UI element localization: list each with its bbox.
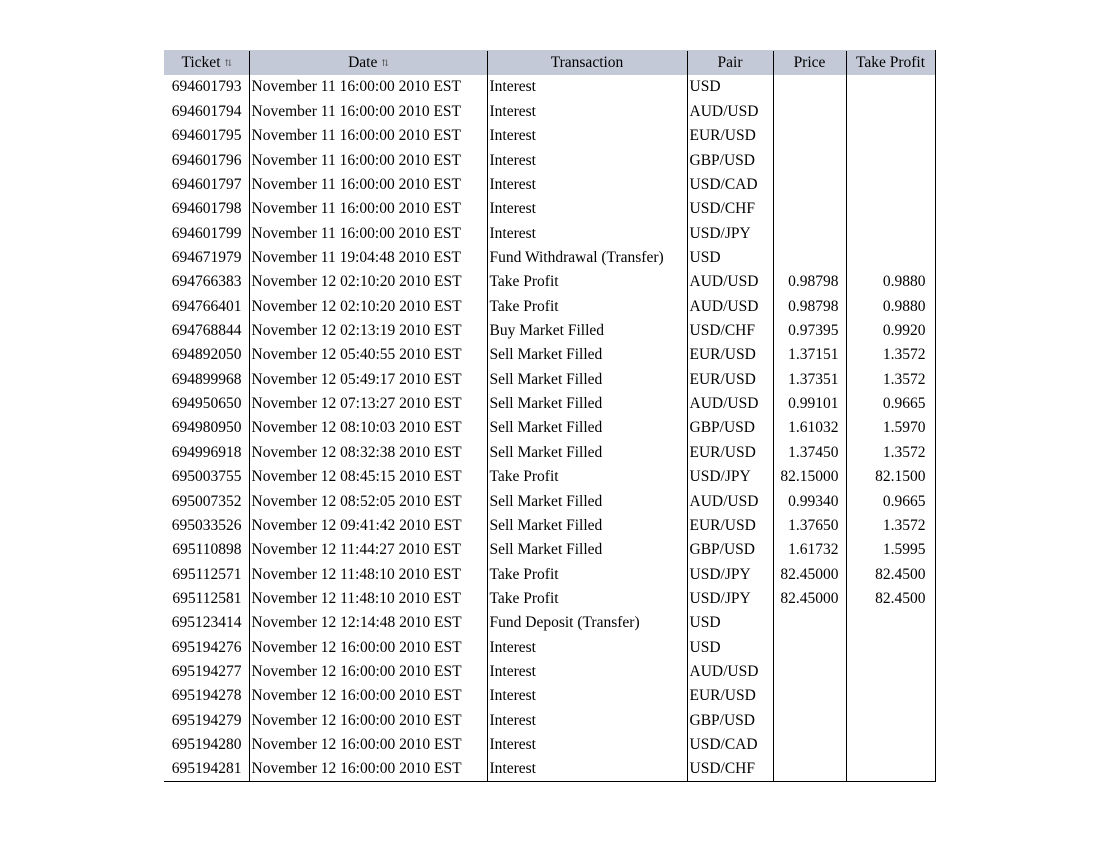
table-row: [164, 660, 935, 684]
ticket-cell: 694768844: [171, 322, 242, 340]
transaction-cell: Take Profit: [487, 465, 687, 489]
transaction-cell: Interest: [487, 635, 687, 659]
table-row: [164, 392, 935, 416]
take-profit-cell: 1.3572: [846, 513, 935, 537]
ticket-cell: 694601796: [171, 151, 242, 169]
date-cell: November 11 16:00:00 2010 EST: [249, 221, 487, 245]
ticket-cell: 694601794: [171, 102, 242, 120]
ticket-cell: 694766401: [171, 297, 242, 315]
ticket-cell: 694601793: [171, 78, 242, 96]
table-row: [164, 172, 935, 196]
date-cell: November 12 16:00:00 2010 EST: [249, 708, 487, 732]
take-profit-cell: [846, 221, 935, 245]
column-header-price: Price: [773, 51, 846, 76]
price-cell: [773, 246, 846, 270]
price-cell: [773, 757, 846, 782]
take-profit-cell: [846, 757, 935, 782]
price-cell: [773, 75, 846, 99]
table-row: [164, 270, 935, 294]
pair-cell: EUR/USD: [687, 440, 773, 464]
price-cell: 0.99101: [773, 392, 846, 416]
pair-cell: AUD/USD: [687, 489, 773, 513]
table-row: [164, 562, 935, 586]
table-row: [164, 221, 935, 245]
date-cell: November 11 16:00:00 2010 EST: [249, 124, 487, 148]
ticket-cell: 694996918: [171, 443, 242, 461]
pair-cell: GBP/USD: [687, 538, 773, 562]
date-cell: November 12 16:00:00 2010 EST: [249, 635, 487, 659]
pair-cell: GBP/USD: [687, 708, 773, 732]
table-row: [164, 440, 935, 464]
price-cell: [773, 708, 846, 732]
price-cell: 1.37650: [773, 513, 846, 537]
price-cell: [773, 221, 846, 245]
take-profit-cell: 82.1500: [846, 465, 935, 489]
transaction-cell: Interest: [487, 99, 687, 123]
transaction-cell: Sell Market Filled: [487, 392, 687, 416]
price-cell: [773, 684, 846, 708]
pair-cell: GBP/USD: [687, 148, 773, 172]
price-cell: [773, 197, 846, 221]
transaction-cell: Sell Market Filled: [487, 416, 687, 440]
transactions-table: [164, 50, 936, 782]
take-profit-cell: [846, 708, 935, 732]
table-row: [164, 733, 935, 757]
table-row: [164, 708, 935, 732]
pair-cell: GBP/USD: [687, 416, 773, 440]
date-cell: November 12 08:10:03 2010 EST: [249, 416, 487, 440]
table-row: [164, 319, 935, 343]
take-profit-cell: 82.4500: [846, 562, 935, 586]
table-row: [164, 343, 935, 367]
transaction-cell: Sell Market Filled: [487, 513, 687, 537]
transaction-cell: Interest: [487, 684, 687, 708]
take-profit-cell: 1.5995: [846, 538, 935, 562]
ticket-cell: 695112571: [172, 565, 242, 583]
date-cell: November 12 16:00:00 2010 EST: [249, 684, 487, 708]
table-row: [164, 124, 935, 148]
take-profit-cell: 1.3572: [846, 440, 935, 464]
ticket-cell: 695003755: [171, 468, 242, 486]
transaction-cell: Fund Withdrawal (Transfer): [487, 246, 687, 270]
date-cell: November 12 02:10:20 2010 EST: [249, 270, 487, 294]
pair-cell: USD/CAD: [687, 172, 773, 196]
transaction-cell: Interest: [487, 221, 687, 245]
take-profit-cell: [846, 246, 935, 270]
table-row: [164, 513, 935, 537]
date-cell: November 12 08:52:05 2010 EST: [249, 489, 487, 513]
transaction-cell: Take Profit: [487, 587, 687, 611]
price-cell: [773, 124, 846, 148]
take-profit-cell: 1.5970: [846, 416, 935, 440]
transaction-cell: Interest: [487, 124, 687, 148]
header-row: [164, 51, 935, 76]
transaction-cell: Take Profit: [487, 294, 687, 318]
take-profit-cell: 0.9880: [846, 270, 935, 294]
table-row: [164, 611, 935, 635]
ticket-cell: 694899968: [171, 370, 242, 388]
ticket-cell: 694601797: [171, 175, 242, 193]
price-cell: [773, 635, 846, 659]
take-profit-cell: 1.3572: [846, 367, 935, 391]
transaction-cell: Interest: [487, 708, 687, 732]
column-header-take-profit: Take Profit: [846, 51, 935, 76]
ticket-cell: 695007352: [171, 492, 242, 510]
take-profit-cell: 1.3572: [846, 343, 935, 367]
date-cell: November 12 16:00:00 2010 EST: [249, 733, 487, 757]
ticket-cell: 694601798: [171, 200, 242, 218]
take-profit-cell: [846, 148, 935, 172]
take-profit-cell: [846, 635, 935, 659]
ticket-cell: 695194276: [171, 638, 242, 656]
table-row: [164, 538, 935, 562]
ticket-cell: 695194278: [171, 687, 242, 705]
ticket-cell: 694980950: [171, 419, 242, 437]
pair-cell: USD/JPY: [687, 221, 773, 245]
table-row: [164, 416, 935, 440]
table-row: [164, 465, 935, 489]
price-cell: 1.61732: [773, 538, 846, 562]
ticket-cell: 695033526: [171, 516, 242, 534]
ticket-cell: 695194277: [171, 663, 242, 681]
price-cell: 0.99340: [773, 489, 846, 513]
take-profit-cell: 82.4500: [846, 587, 935, 611]
date-cell: November 12 05:49:17 2010 EST: [249, 367, 487, 391]
pair-cell: USD: [687, 246, 773, 270]
date-cell: November 11 16:00:00 2010 EST: [249, 75, 487, 99]
transaction-cell: Sell Market Filled: [487, 367, 687, 391]
date-cell: November 12 16:00:00 2010 EST: [249, 757, 487, 782]
ticket-cell: 695110898: [172, 541, 242, 559]
table-row: [164, 489, 935, 513]
pair-cell: AUD/USD: [687, 99, 773, 123]
pair-cell: USD/CHF: [687, 757, 773, 782]
take-profit-cell: [846, 99, 935, 123]
pair-cell: USD/JPY: [687, 465, 773, 489]
transaction-cell: Interest: [487, 197, 687, 221]
price-cell: [773, 99, 846, 123]
transaction-cell: Take Profit: [487, 270, 687, 294]
pair-cell: EUR/USD: [687, 684, 773, 708]
date-cell: November 12 02:10:20 2010 EST: [249, 294, 487, 318]
table-row: [164, 148, 935, 172]
date-cell: November 11 16:00:00 2010 EST: [249, 172, 487, 196]
column-header-label: Ticket: [181, 54, 221, 71]
ticket-cell: 694671979: [171, 248, 242, 266]
date-cell: November 12 11:48:10 2010 EST: [249, 587, 487, 611]
date-cell: November 12 05:40:55 2010 EST: [249, 343, 487, 367]
price-cell: 82.45000: [773, 562, 846, 586]
take-profit-cell: 0.9920: [846, 319, 935, 343]
transaction-cell: Take Profit: [487, 562, 687, 586]
price-cell: 82.45000: [773, 587, 846, 611]
ticket-cell: 695194280: [171, 736, 242, 754]
ticket-cell: 695112581: [172, 589, 242, 607]
date-cell: November 12 11:48:10 2010 EST: [249, 562, 487, 586]
price-cell: [773, 733, 846, 757]
transaction-cell: Buy Market Filled: [487, 319, 687, 343]
price-cell: [773, 660, 846, 684]
pair-cell: USD: [687, 611, 773, 635]
pair-cell: USD/CAD: [687, 733, 773, 757]
take-profit-cell: [846, 172, 935, 196]
pair-cell: AUD/USD: [687, 392, 773, 416]
take-profit-cell: [846, 611, 935, 635]
table-row: [164, 367, 935, 391]
transaction-cell: Interest: [487, 660, 687, 684]
date-cell: November 11 16:00:00 2010 EST: [249, 148, 487, 172]
transaction-cell: Sell Market Filled: [487, 440, 687, 464]
ticket-cell: 694950650: [171, 395, 242, 413]
pair-cell: EUR/USD: [687, 367, 773, 391]
price-cell: [773, 611, 846, 635]
column-header-ticket[interactable]: [164, 51, 249, 76]
date-cell: November 12 07:13:27 2010 EST: [249, 392, 487, 416]
column-header-date[interactable]: [249, 51, 487, 76]
take-profit-cell: [846, 684, 935, 708]
table-row: [164, 587, 935, 611]
table-header: [164, 51, 935, 76]
date-cell: November 12 16:00:00 2010 EST: [249, 660, 487, 684]
table-row: [164, 684, 935, 708]
transaction-cell: Sell Market Filled: [487, 538, 687, 562]
table-row: [164, 294, 935, 318]
date-cell: November 11 19:04:48 2010 EST: [249, 246, 487, 270]
price-cell: 82.15000: [773, 465, 846, 489]
ticket-cell: 695123414: [171, 614, 242, 632]
take-profit-cell: [846, 733, 935, 757]
ticket-cell: 694892050: [171, 346, 242, 364]
price-cell: 1.37351: [773, 367, 846, 391]
pair-cell: EUR/USD: [687, 124, 773, 148]
take-profit-cell: [846, 75, 935, 99]
take-profit-cell: 0.9665: [846, 392, 935, 416]
take-profit-cell: [846, 124, 935, 148]
pair-cell: USD: [687, 75, 773, 99]
pair-cell: AUD/USD: [687, 294, 773, 318]
transaction-cell: Sell Market Filled: [487, 489, 687, 513]
price-cell: 1.61032: [773, 416, 846, 440]
ticket-cell: 694601799: [171, 224, 242, 242]
date-cell: November 12 12:14:48 2010 EST: [249, 611, 487, 635]
ticket-cell: 695194279: [171, 711, 242, 729]
date-cell: November 11 16:00:00 2010 EST: [249, 197, 487, 221]
price-cell: 0.98798: [773, 294, 846, 318]
transaction-cell: Interest: [487, 148, 687, 172]
take-profit-cell: [846, 660, 935, 684]
table-row: [164, 246, 935, 270]
table-row: [164, 75, 935, 99]
date-cell: November 12 11:44:27 2010 EST: [249, 538, 487, 562]
date-cell: November 12 09:41:42 2010 EST: [249, 513, 487, 537]
table-row: [164, 635, 935, 659]
price-cell: [773, 148, 846, 172]
transaction-cell: Fund Deposit (Transfer): [487, 611, 687, 635]
transaction-cell: Interest: [487, 75, 687, 99]
take-profit-cell: [846, 197, 935, 221]
pair-cell: USD: [687, 635, 773, 659]
table-row: [164, 99, 935, 123]
transaction-cell: Sell Market Filled: [487, 343, 687, 367]
pair-cell: AUD/USD: [687, 660, 773, 684]
pair-cell: USD/CHF: [687, 319, 773, 343]
price-cell: 0.97395: [773, 319, 846, 343]
pair-cell: AUD/USD: [687, 270, 773, 294]
table-row: [164, 197, 935, 221]
ticket-cell: 695194281: [164, 757, 249, 782]
transaction-cell: Interest: [487, 172, 687, 196]
take-profit-cell: 0.9880: [846, 294, 935, 318]
price-cell: 0.98798: [773, 270, 846, 294]
column-header-pair: Pair: [687, 51, 773, 76]
price-cell: 1.37450: [773, 440, 846, 464]
sort-icon[interactable]: ⇅: [381, 58, 388, 68]
sort-icon[interactable]: ⇅: [224, 58, 232, 68]
pair-cell: USD/JPY: [687, 587, 773, 611]
date-cell: November 12 08:45:15 2010 EST: [249, 465, 487, 489]
ticket-cell: 694766383: [171, 273, 242, 291]
column-header-label: Date: [348, 54, 378, 71]
pair-cell: USD/CHF: [687, 197, 773, 221]
price-cell: 1.37151: [773, 343, 846, 367]
date-cell: November 11 16:00:00 2010 EST: [249, 99, 487, 123]
price-cell: [773, 172, 846, 196]
table-body: [164, 75, 935, 782]
transaction-cell: Interest: [487, 757, 687, 782]
take-profit-cell: 0.9665: [846, 489, 935, 513]
pair-cell: EUR/USD: [687, 513, 773, 537]
pair-cell: USD/JPY: [687, 562, 773, 586]
date-cell: November 12 08:32:38 2010 EST: [249, 440, 487, 464]
transaction-cell: Interest: [487, 733, 687, 757]
pair-cell: EUR/USD: [687, 343, 773, 367]
table-row: [164, 757, 935, 782]
date-cell: November 12 02:13:19 2010 EST: [249, 319, 487, 343]
column-header-transaction: Transaction: [487, 51, 687, 76]
ticket-cell: 694601795: [171, 127, 242, 145]
